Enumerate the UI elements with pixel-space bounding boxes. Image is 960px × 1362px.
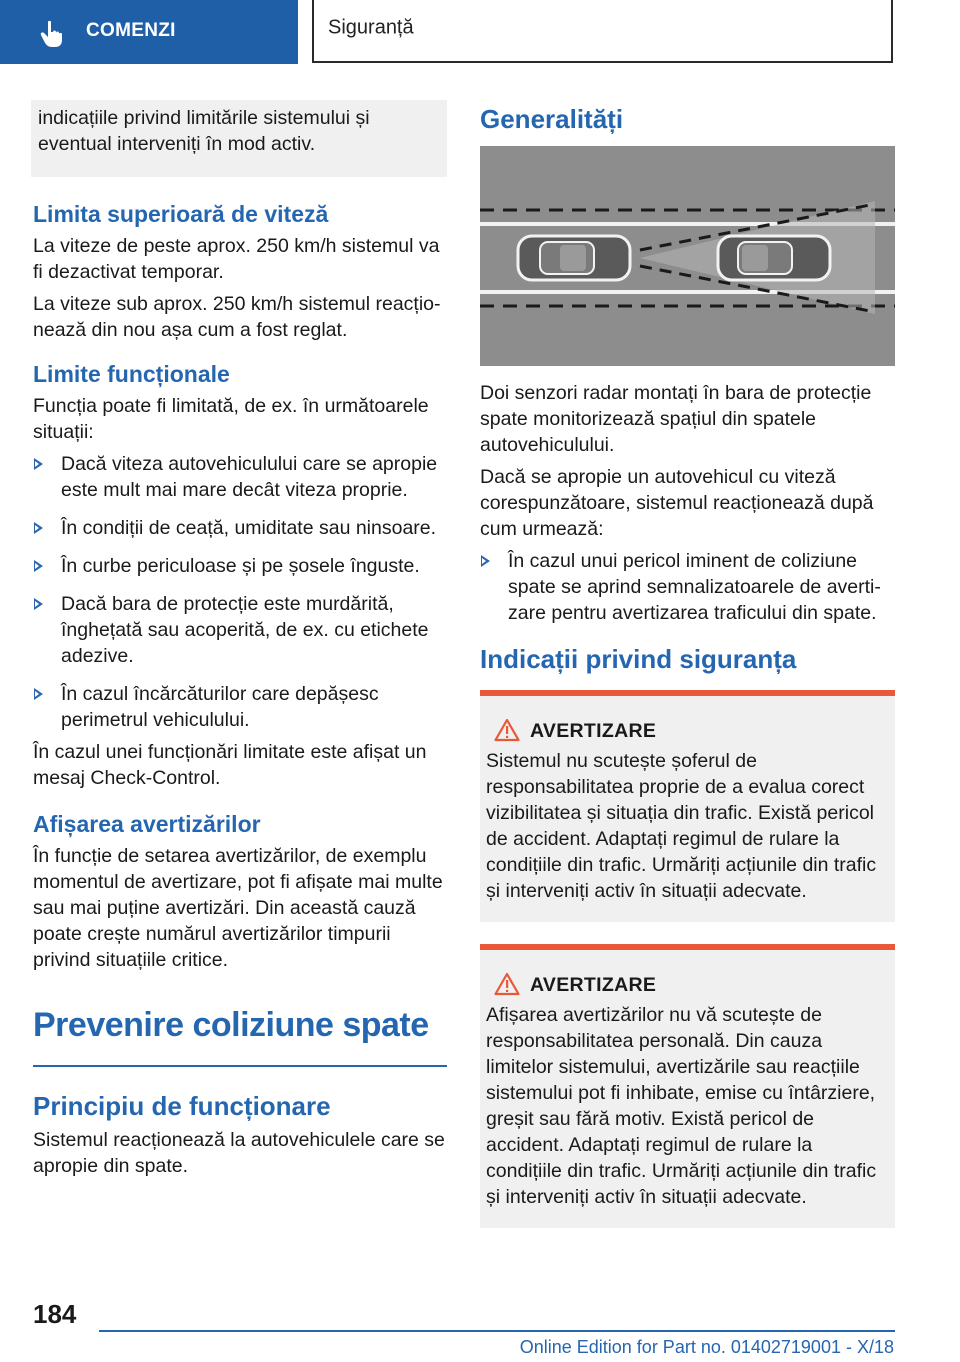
warning-text: Afișarea avertizărilor nu vă scutește de responsabilitatea personală. Din cauza limitelor sistemului, avertizările sau reacțiile sistemului pot fi inhibate, emise cu întârziere, greșit sau fără motiv. Există pericol de accident. Adaptați regimul de rulare la condițiile din trafic. Urmăriți acțiunile din trafic și interveniți activ în situații adecvate.: [486, 1004, 877, 1208]
approaching-car-icon: [718, 236, 830, 280]
general-p1: Doi senzori radar montați în bara de protecție spate monitorizează spațiul din spatele autovehiculului.: [480, 382, 872, 456]
list-item: În cazul unui pericol iminent de coliziune spate se aprind semnalizatoarele de avertizare pentru avertizarea traficului din spate.: [480, 548, 895, 626]
warnings-display-heading: Afișarea avertizărilor: [33, 811, 261, 837]
warning-label: AVERTIZARE: [530, 720, 657, 742]
speed-limit-heading: Limita superioară de viteză: [33, 201, 329, 227]
section-title: Siguranță: [328, 16, 414, 39]
note-text: indicațiile privind limitările sistemului și eventual interveniți în mod activ.: [38, 107, 370, 155]
section-header: [312, 0, 893, 63]
general-heading: Generalități: [480, 104, 624, 134]
note-box: [31, 100, 447, 177]
functional-limits-intro: Funcția poate fi limitată, de ex. în următoarele situații:: [33, 395, 429, 443]
triangle-bullet-icon: [34, 458, 43, 470]
radar-illustration: [480, 146, 895, 366]
hand-pointer-icon: [40, 20, 66, 48]
triangle-bullet-icon: [481, 555, 490, 567]
principle-text: Sistemul reacționează la autovehiculele care se apropie din spate.: [33, 1129, 445, 1177]
general-p2: Dacă se apropie un autovehicul cu viteză corespunzătoare, sistemul reacționează după cum urmează:: [480, 466, 874, 540]
general-list: [480, 548, 895, 626]
warning-text: Sistemul nu scutește șoferul de responsabilitatea proprie de a evalua corect vizibilitatea și situația din trafic. Există pericol de accident. Adaptați regimul de rulare la condițiile din trafic. Urmăriți acțiunile din trafic și interveniți activ în situații adecvate.: [486, 750, 877, 902]
functional-limits-list: [33, 451, 447, 733]
warning-triangle-icon: [494, 972, 520, 996]
principle-heading: Principiu de funcționare: [33, 1091, 331, 1121]
speed-limit-p2: La viteze sub aprox. 250 km/h sistemul reacționează din nou așa cum a fost reglat.: [33, 293, 441, 341]
page-number: 184: [33, 1299, 77, 1329]
triangle-bullet-icon: [34, 688, 43, 700]
warning-label: AVERTIZARE: [530, 974, 657, 996]
chapter-tab-label: COMENZI: [86, 20, 176, 41]
chapter-title: Prevenire coliziune spate: [33, 1006, 429, 1044]
speed-limit-p1: La viteze de peste aprox. 250 km/h sistemul va fi dezactivat temporar.: [33, 235, 440, 283]
triangle-bullet-icon: [34, 522, 43, 534]
functional-limits-outro: În cazul unei funcționări limitate este afișat un mesaj Check-Control.: [33, 741, 427, 789]
list-item: În condiții de ceață, umiditate sau ninsoare.: [33, 515, 447, 541]
list-item: În cazul încărcăturilor care depășesc perimetrul vehiculului.: [33, 681, 447, 733]
safety-heading: Indicații privind siguranța: [480, 644, 797, 674]
list-item: Dacă bara de protecție este murdărită, înghețată sau acoperită, de ex. cu etichete adezive.: [33, 591, 447, 669]
right-column: [480, 100, 895, 1250]
chapter-divider: [33, 1065, 447, 1067]
warning-triangle-icon: [494, 718, 520, 742]
triangle-bullet-icon: [34, 560, 43, 572]
triangle-bullet-icon: [34, 598, 43, 610]
edition-link[interactable]: Online Edition for Part no. 01402719001 - X/18: [519, 1337, 894, 1357]
chapter-tab[interactable]: [0, 0, 298, 64]
radar-diagram: [480, 146, 895, 366]
left-column: [33, 100, 447, 1185]
footer-divider: [99, 1330, 895, 1332]
list-item: În curbe periculoase și pe șosele înguste.: [33, 553, 447, 579]
own-car-icon: [518, 236, 630, 280]
functional-limits-heading: Limite funcționale: [33, 361, 230, 387]
warning-box: [480, 944, 895, 1228]
list-item: Dacă viteza autovehiculului care se apropie este mult mai mare decât viteza proprie.: [33, 451, 447, 503]
warning-box: [480, 690, 895, 922]
warnings-display-text: În funcție de setarea avertizărilor, de exemplu momentul de avertizare, pot fi afișate mai multe sau mai puține avertizări. Din această cauză poate crește numărul avertizărilor timpurii privind situațiile critice.: [33, 845, 443, 971]
